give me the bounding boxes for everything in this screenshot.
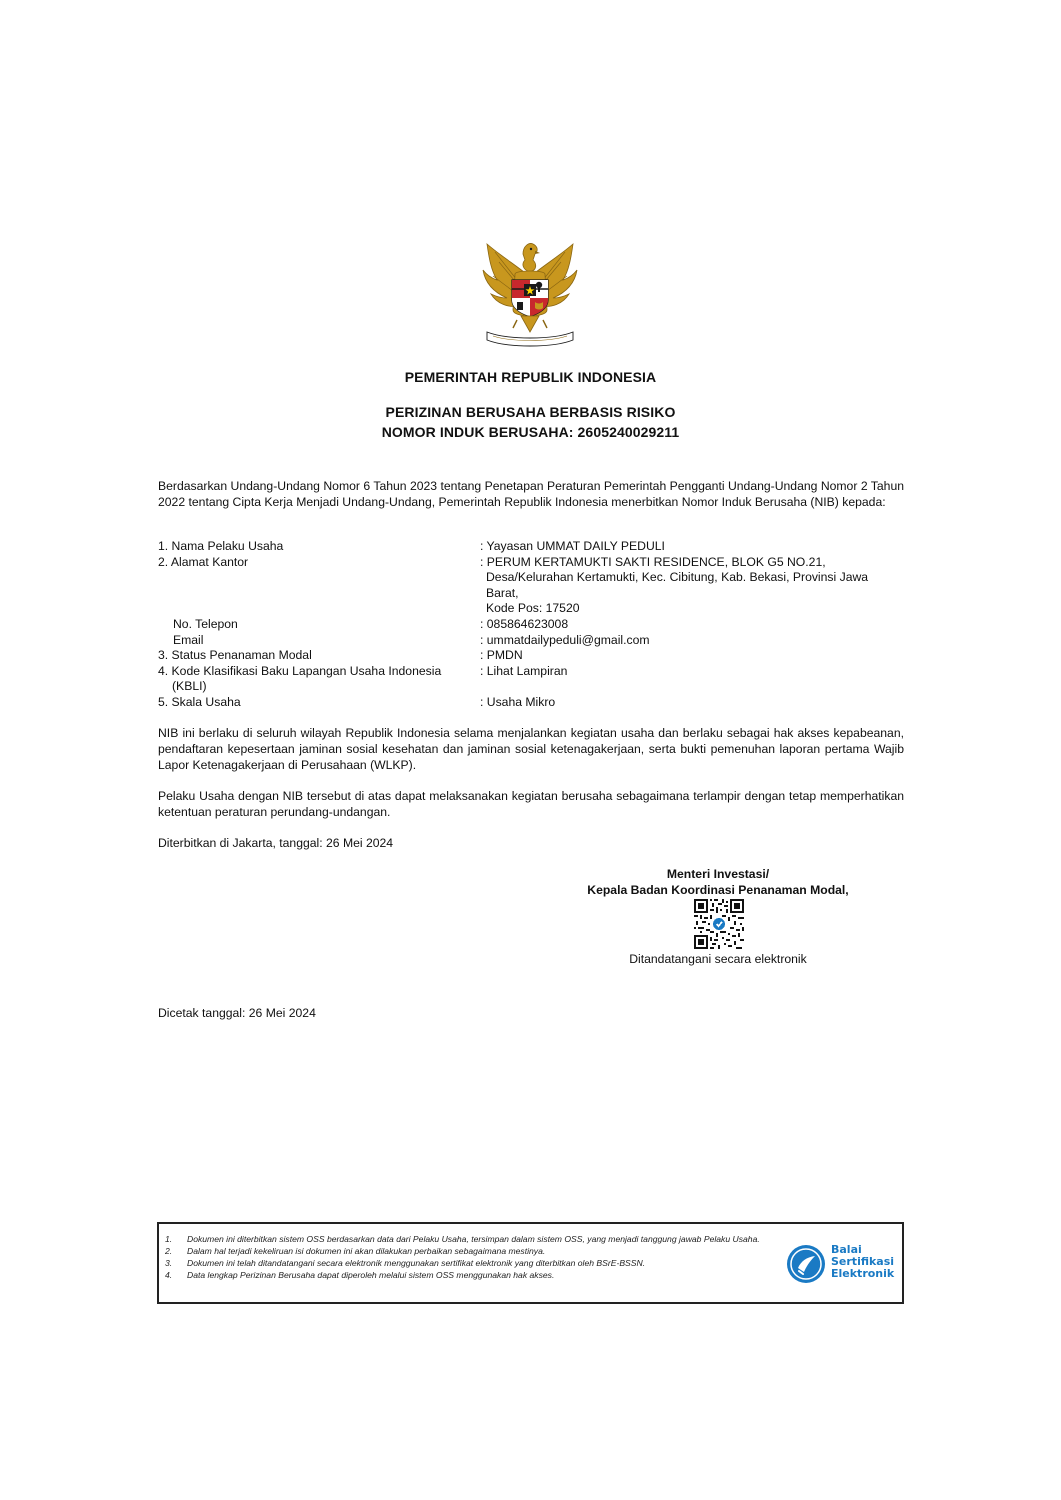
field-value: : 085864623008 bbox=[480, 616, 569, 631]
field-value: : ummatdailypeduli@gmail.com bbox=[480, 632, 650, 647]
field-label: No. Telepon bbox=[173, 616, 238, 631]
qr-code-icon bbox=[694, 899, 744, 949]
address-line-2: Desa/Kelurahan Kertamukti, Kec. Cibitung, Kab. Bekasi, Provinsi Jawa bbox=[486, 570, 869, 585]
field-value: : Yayasan UMMAT DAILY PEDULI bbox=[480, 539, 665, 553]
bsre-line-1: Balai bbox=[831, 1243, 862, 1256]
issued-date: Diterbitkan di Jakarta, tanggal: 26 Mei 2024 bbox=[158, 836, 394, 850]
field-label: 3. Status Penanaman Modal bbox=[158, 648, 312, 663]
footer-notes-list bbox=[165, 1233, 780, 1281]
kbli-label-line-2: (KBLI) bbox=[172, 679, 207, 694]
list-item bbox=[165, 1257, 780, 1269]
field-label: 5. Skala Usaha bbox=[158, 694, 241, 709]
validity-paragraph: NIB ini berlaku di seluruh wilayah Republik Indonesia selama menjalankan kegiatan usaha dan berlaku sebagai hak akses kepabeanan, pendaftaran kepesertaan jaminan sosial kesehatan dan jaminan sosial ketenagakerjaan, serta bukti pemenuhan laporan pertama Wajib Lapor Ketenagakerjaan di Perusahaan (WLKP). bbox=[158, 726, 904, 772]
list-item bbox=[165, 1245, 780, 1257]
printed-date: Dicetak tanggal: 26 Mei 2024 bbox=[158, 1006, 316, 1020]
intro-paragraph: Berdasarkan Undang-Undang Nomor 6 Tahun 2023 tentang Penetapan Peraturan Pemerintah Pengganti Undang-Undang Nomor 2 Tahun 2022 tentang Cipta Kerja Menjadi Undang-Undang, Pemerintah Republik Indonesia menerbitkan Nomor Induk Berusaha (NIB) kepada: bbox=[158, 479, 904, 509]
note-number: 1. bbox=[165, 1234, 173, 1244]
address-line-4: Kode Pos: 17520 bbox=[486, 601, 580, 616]
garuda-emblem-icon bbox=[477, 236, 583, 348]
note-number: 3. bbox=[165, 1258, 173, 1268]
field-row-investment bbox=[158, 648, 904, 664]
address-line-1: : PERUM KERTAMUKTI SAKTI RESIDENCE, BLOK G5 NO.21, bbox=[480, 554, 826, 569]
field-label: Email bbox=[173, 632, 204, 647]
field-row-name bbox=[158, 539, 904, 555]
kbli-label-line-1: 4. Kode Klasifikasi Baku Lapangan Usaha Indonesia bbox=[158, 663, 442, 678]
list-item bbox=[165, 1269, 780, 1281]
signer-title-2: Kepala Badan Koordinasi Penanaman Modal, bbox=[587, 883, 849, 897]
list-item bbox=[165, 1233, 780, 1245]
bsre-logo-text bbox=[831, 1244, 894, 1280]
field-value: : PMDN bbox=[480, 648, 523, 663]
field-value bbox=[480, 555, 904, 617]
compliance-paragraph: Pelaku Usaha dengan NIB tersebut di atas dapat melaksanakan kegiatan berusaha sebagaimana terlampir dengan tetap memperhatikan ketentuan peraturan perundang-undangan. bbox=[158, 789, 904, 819]
bsre-logo-icon bbox=[785, 1243, 827, 1285]
field-row-kbli bbox=[158, 664, 904, 695]
bsre-line-2: Sertifikasi bbox=[831, 1255, 895, 1268]
signer-title-1: Menteri Investasi/ bbox=[666, 867, 770, 881]
field-label bbox=[158, 664, 480, 695]
note-number: 4. bbox=[165, 1270, 173, 1280]
address-line-3: Barat, bbox=[486, 585, 519, 600]
note-text: Dokumen ini telah ditandatangani secara elektronik menggunakan sertifikat elektronik yang diterbitkan oleh BSrE-BSSN. bbox=[187, 1258, 646, 1268]
document-title: PERIZINAN BERUSAHA BERBASIS RISIKO bbox=[385, 404, 676, 420]
footer-notes-box bbox=[157, 1222, 904, 1304]
field-row-email bbox=[158, 633, 904, 649]
note-text: Data lengkap Perizinan Berusaha dapat diperoleh melalui sistem OSS menggunakan hak akses. bbox=[187, 1270, 555, 1280]
electronic-signature-note: Ditandatangani secara elektronik bbox=[629, 952, 807, 966]
field-label: 1. Nama Pelaku Usaha bbox=[158, 539, 284, 553]
note-text: Dokumen ini diterbitkan sistem OSS berdasarkan data dari Pelaku Usaha, tersimpan dalam sistem OSS, yang menjadi tanggung jawab Pelaku Usaha. bbox=[187, 1234, 760, 1244]
note-text: Dalam hal terjadi kekeliruan isi dokumen ini akan dilakukan perbaikan sebagaimana mestinya. bbox=[187, 1246, 546, 1256]
field-row-scale bbox=[158, 695, 904, 711]
note-number: 2. bbox=[165, 1246, 173, 1256]
nib-number: NOMOR INDUK BERUSAHA: 2605240029211 bbox=[381, 424, 680, 440]
government-heading: PEMERINTAH REPUBLIK INDONESIA bbox=[404, 369, 657, 385]
bsre-logo bbox=[783, 1241, 895, 1289]
field-row-phone bbox=[158, 617, 904, 633]
bsre-line-3: Elektronik bbox=[831, 1267, 895, 1280]
business-fields bbox=[158, 539, 904, 711]
field-label: 2. Alamat Kantor bbox=[158, 554, 249, 569]
field-row-address bbox=[158, 555, 904, 617]
field-value: : Usaha Mikro bbox=[480, 694, 556, 709]
field-value: : Lihat Lampiran bbox=[480, 663, 568, 678]
